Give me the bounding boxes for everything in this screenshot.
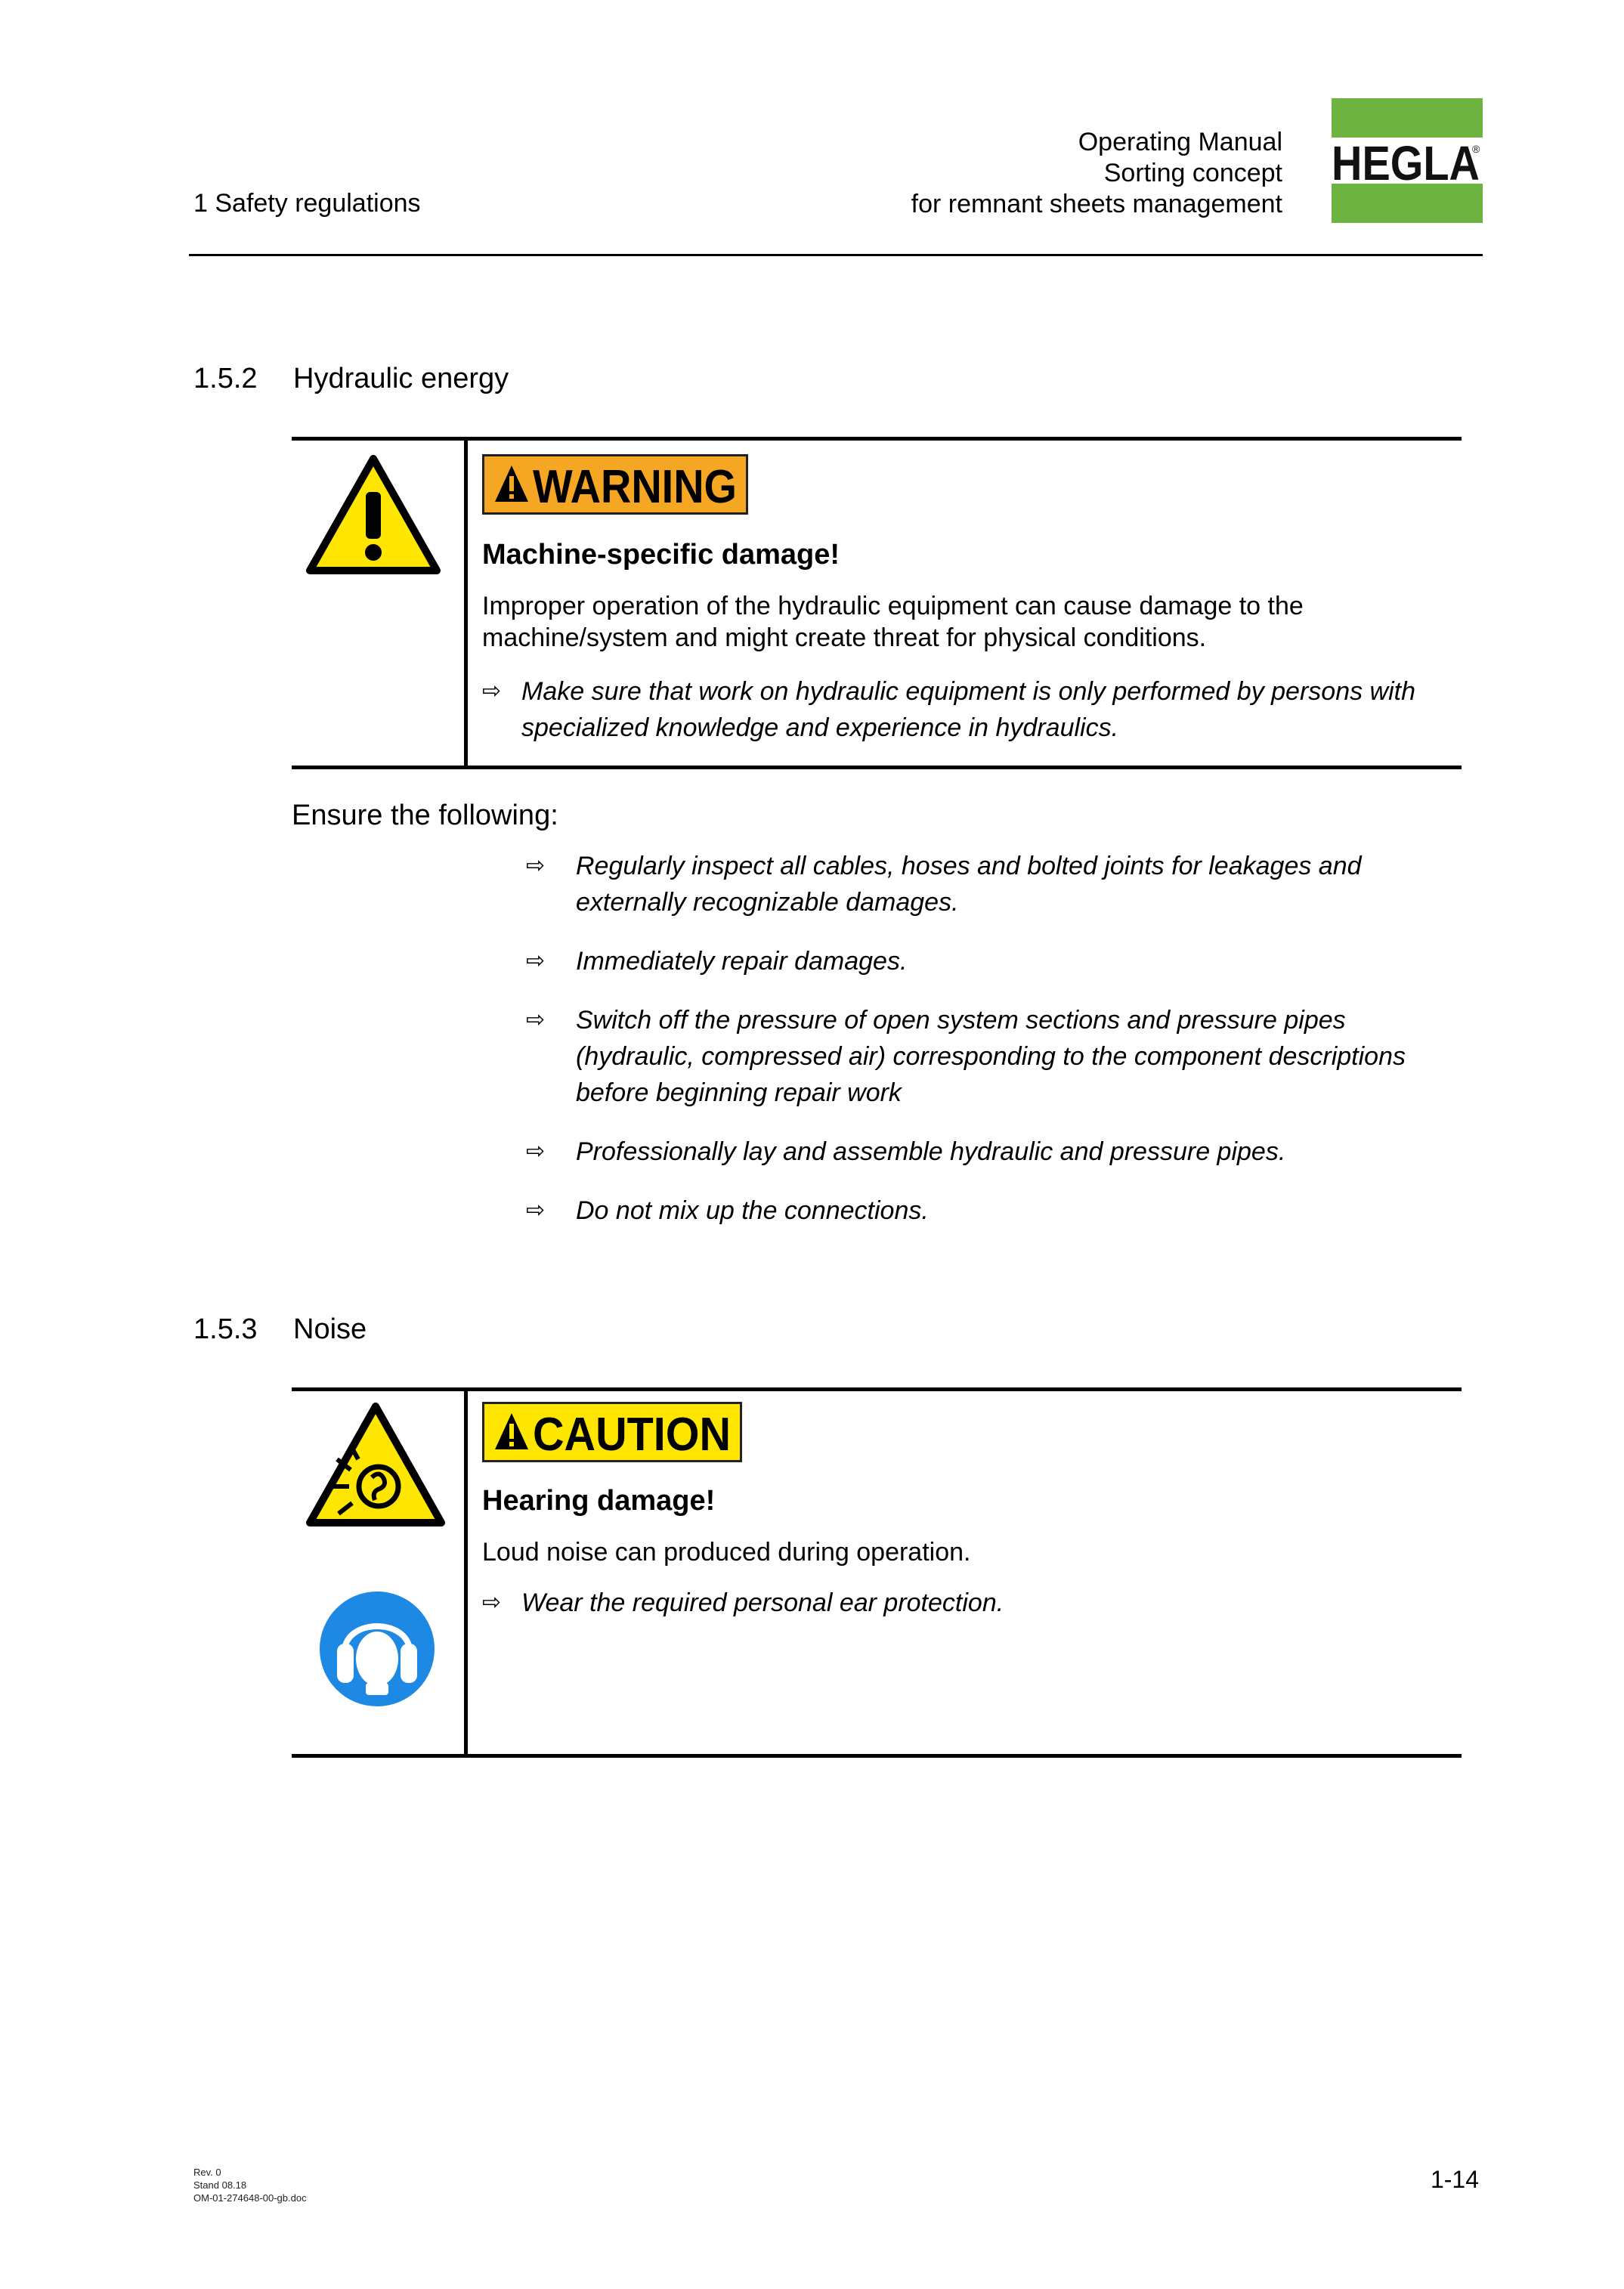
arrow-icon: ⇨ <box>526 1139 546 1164</box>
footer-revision-info <box>193 2166 307 2204</box>
hazard-description: Improper operation of the hydraulic equipment can cause damage to the machine/system and might create threat for physical conditions. <box>482 592 1304 652</box>
precaution-list <box>526 848 1471 1251</box>
document-title-line: for remnant sheets management <box>911 190 1282 218</box>
list-item-text: Regularly inspect all cables, hoses and bolted joints for leakages and externally recognizable damages. <box>576 852 1362 917</box>
arrow-icon: ⇨ <box>526 1198 546 1223</box>
hegla-logo <box>1332 98 1483 223</box>
hazard-instruction <box>482 1585 1442 1621</box>
list-item <box>526 943 1471 979</box>
general-warning-icon <box>305 454 441 580</box>
ensure-intro: Ensure the following: <box>292 800 558 831</box>
section-number: 1.5.3 <box>193 1313 258 1345</box>
document-title-line: Sorting concept <box>1103 159 1282 187</box>
chapter-title: 1 Safety regulations <box>193 189 421 218</box>
arrow-icon: ⇨ <box>526 853 546 878</box>
instruction-text: Wear the required personal ear protection. <box>521 1588 1004 1617</box>
instruction-text: Make sure that work on hydraulic equipment is only performed by persons with specialized knowledge and experience in hydraulics. <box>521 677 1416 742</box>
list-item-text: Switch off the pressure of open system sections and pressure pipes (hydraulic, compressed air) corresponding to the component descriptions before beginning repair work <box>576 1006 1406 1107</box>
hazard-description: Loud noise can produced during operation. <box>482 1538 971 1567</box>
logo-registered-mark: ® <box>1472 143 1480 155</box>
logo-wordmark: HEGLA <box>1332 136 1480 190</box>
section-heading-noise <box>193 1313 722 1351</box>
caution-signal-panel <box>482 1402 742 1462</box>
list-item <box>526 1134 1471 1170</box>
footer-stand: Stand 08.18 <box>193 2179 247 2191</box>
noise-warning-icon <box>305 1402 446 1533</box>
arrow-icon: ⇨ <box>526 948 546 973</box>
hazard-heading: Hearing damage! <box>482 1485 716 1517</box>
box-divider <box>464 1391 468 1754</box>
box-divider <box>464 441 468 766</box>
document-title-line: Operating Manual <box>1078 128 1282 156</box>
arrow-icon: ⇨ <box>482 679 502 704</box>
list-item-text: Professionally lay and assemble hydraulic and pressure pipes. <box>576 1137 1286 1166</box>
list-item <box>526 1192 1471 1229</box>
footer-rev: Rev. 0 <box>193 2167 221 2178</box>
hazard-instruction <box>482 673 1442 746</box>
caution-box <box>292 1387 1462 1758</box>
section-title: Noise <box>293 1313 367 1345</box>
arrow-icon: ⇨ <box>482 1590 502 1615</box>
section-number: 1.5.2 <box>193 363 258 394</box>
page-number: 1-14 <box>1430 2166 1479 2193</box>
ear-protection-icon <box>314 1586 440 1715</box>
list-item <box>526 1002 1471 1111</box>
header-divider <box>189 254 1483 256</box>
arrow-icon: ⇨ <box>526 1007 546 1032</box>
signal-word: CAUTION <box>533 1409 731 1460</box>
list-item-text: Do not mix up the connections. <box>576 1196 929 1225</box>
signal-word: WARNING <box>533 461 737 512</box>
list-item <box>526 848 1471 920</box>
warning-box <box>292 437 1462 769</box>
hazard-heading: Machine-specific damage! <box>482 539 840 571</box>
footer-file: OM-01-274648-00-gb.doc <box>193 2192 307 2204</box>
warning-signal-panel <box>482 454 748 515</box>
section-heading-hydraulic <box>193 363 722 401</box>
document-title <box>911 127 1282 220</box>
list-item-text: Immediately repair damages. <box>576 947 908 976</box>
section-title: Hydraulic energy <box>293 363 509 394</box>
